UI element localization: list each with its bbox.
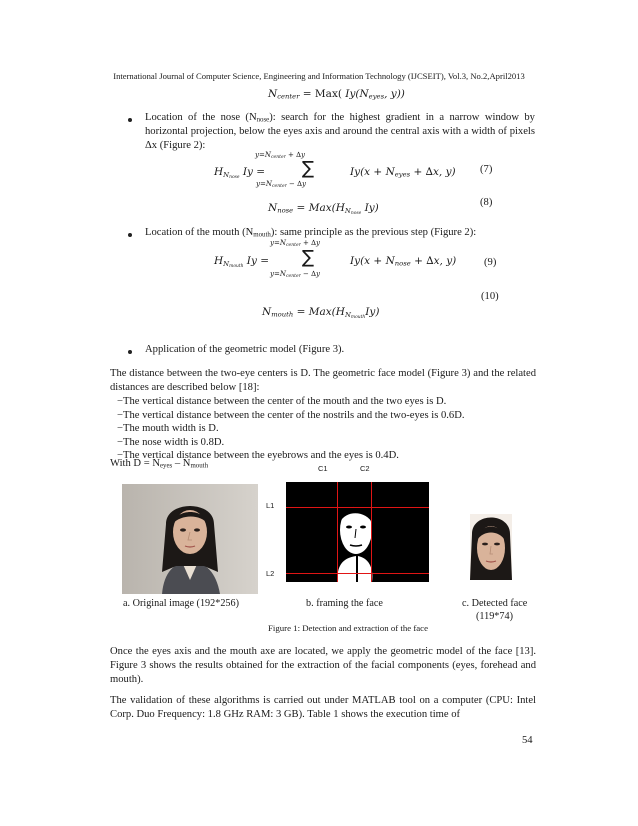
binary-face-illustration: [286, 482, 429, 582]
eq10-number: (10): [481, 291, 499, 302]
paragraph-geometric-model: Once the eyes axis and the mouth axe are located, we apply the geometric model of the face [13]. Figure 3 shows the results obtained for the extraction of the facial components (eyes, forehead and mouth).: [110, 646, 536, 685]
paragraph-distances-intro: The distance between the two-eye centers is D. The geometric face model (Figure 3) and the related distances are described below [18]:: [110, 368, 536, 393]
detected-face-illustration: [470, 514, 512, 580]
eq9-lower-limit: $y=N_{center} - \Delta y$: [270, 270, 320, 280]
eq8: $N_{nose} = Max(H_{N_{nose}}$ Iy): [268, 202, 379, 216]
caption-c: c. Detected face: [462, 598, 528, 609]
original-face-image: [122, 484, 258, 594]
caption-b: b. framing the face: [306, 598, 383, 609]
frame-line-c1: [337, 482, 338, 582]
eq9-rhs: $Iy(x + N_{nose} + \Delta x$, y): [350, 255, 457, 268]
distance-item: −The nose width is 0.8D.: [117, 436, 225, 448]
label-l2: L2: [266, 569, 275, 578]
bullet-marker: [128, 233, 132, 237]
paragraph-validation: The validation of these algorithms is carried out under MATLAB tool on a computer (CPU: Intel Corp. Duo Frequency: 1.8 GHz RAM: 3 GB). Table 1 shows the execution time of: [110, 695, 536, 720]
detected-face-image: [470, 514, 512, 580]
bullet-nose-text: Location of the nose $(N_{nose})$: search for the highest gradient in a narrow window by horizontal projection, below the eyes axis and around the central axis with a width of pixels Δx (Figure 2):: [145, 112, 535, 151]
distances-list: [117, 395, 537, 463]
distance-item: −The vertical distance between the center of the mouth and the two eyes is D.: [117, 396, 447, 407]
eq9-number: (9): [484, 257, 497, 268]
eq10: $N_{mouth} = Max(H_{N_{mouth}}Iy)$: [262, 306, 380, 320]
original-face-illustration: [122, 484, 258, 594]
figure-caption: Figure 1: Detection and extraction of the face: [268, 623, 428, 633]
eq7-sum-symbol: ∑: [302, 158, 315, 179]
eq7-lower-limit: $y=N_{center} - \Delta y$: [256, 180, 306, 190]
page-number: 54: [522, 735, 533, 746]
label-c1: C1: [318, 464, 328, 473]
bullet-marker: [128, 350, 132, 354]
frame-line-l1: [286, 507, 429, 508]
eq7-lhs: $H_{N_{nose}}$ Iy =: [214, 166, 266, 180]
framing-face-image: [286, 482, 429, 582]
bullet-marker: [128, 118, 132, 122]
eq7-upper-limit: $y=N_{center} + \Delta y$: [255, 151, 305, 161]
caption-c-size: (119*74): [476, 611, 513, 622]
eq7-rhs: $Iy(x + N_{eyes} + \Delta x$, y): [350, 166, 456, 179]
journal-header: International Journal of Computer Science, Engineering and Information Technology (IJCSEIT), Vol.3, No.2,April2013: [113, 71, 525, 81]
caption-a: a. Original image (192*256): [123, 598, 239, 609]
distance-item: −The vertical distance between the center of the nostrils and the two-eyes is 0.6D.: [117, 409, 465, 421]
frame-line-l2: [286, 573, 429, 574]
label-l1: L1: [266, 501, 275, 510]
equation-ncenter: $N_{center} = Max$( $Iy(N_{eyes}$, y)): [268, 88, 405, 101]
distance-item: −The mouth width is D.: [117, 423, 219, 434]
eq8-number: (8): [480, 197, 493, 208]
eq9-upper-limit: $y=N_{center} + \Delta y$: [270, 239, 320, 249]
with-d-line: With $D = N_{eyes} - N_{mouth}$: [110, 458, 209, 470]
eq7-number: (7): [480, 164, 493, 175]
bullet-geo-text: Application of the geometric model (Figure 3).: [145, 344, 345, 355]
eq9-lhs: $H_{N_{mouth}}$ Iy =: [214, 255, 270, 269]
label-c2: C2: [360, 464, 370, 473]
frame-line-c2: [371, 482, 372, 582]
bullet-mouth-text: Location of the mouth $(N_{mouth})$: same principle as the previous step (Figure 2):: [145, 227, 477, 239]
eq9-sum-symbol: ∑: [302, 247, 315, 268]
distance-item: −The vertical distance between the eyebrows and the eyes is 0.4D.: [117, 450, 399, 461]
